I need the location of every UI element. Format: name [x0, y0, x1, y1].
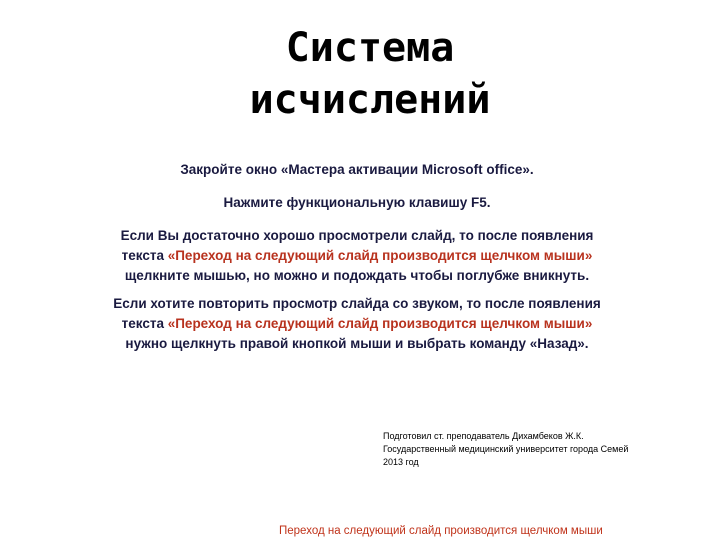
author-credits [383, 430, 628, 469]
slide-title [0, 22, 720, 126]
slide-title-line-2: исчислений [249, 77, 491, 123]
instruction-line: Если хотите повторить просмотр слайда со звуком, то после появления [113, 296, 601, 311]
quoted-next-slide-text: «Переход на следующий слайд производится щелчком мыши» [167, 316, 593, 331]
instruction-line: нужно щелкнуть правой кнопкой мыши и выбрать команду «Назад». [125, 336, 589, 351]
instruction-repeat-slide [0, 294, 714, 354]
instruction-text: Закройте окно «Мастера активации Microsoft office». [180, 162, 534, 177]
quoted-next-slide-text: «Переход на следующий слайд производится щелчком мыши» [167, 248, 593, 263]
author-line: Подготовил ст. преподаватель Дихамбеков Ж.К. [383, 431, 584, 441]
instruction-line: Если Вы достаточно хорошо просмотрели слайд, то после появления [120, 228, 594, 243]
instruction-line-prefix: текста [121, 248, 168, 263]
instruction-advance-slide [0, 226, 714, 286]
instruction-line-prefix: текста [121, 316, 168, 331]
instruction-press-f5 [0, 193, 714, 213]
next-slide-link[interactable]: Переход на следующий слайд производится щелчком мыши [279, 525, 603, 537]
instruction-line [0, 314, 714, 334]
instruction-close-wizard [0, 160, 714, 180]
instruction-text: Нажмите функциональную клавишу F5. [223, 195, 491, 210]
slide-title-line-1: Система [285, 25, 455, 71]
year-line: 2013 год [383, 457, 419, 467]
instruction-line: щелкните мышью, но можно и подождать чтобы поглубже вникнуть. [124, 268, 590, 283]
institution-line: Государственный медицинский университет города Семей [383, 444, 629, 454]
instruction-line [0, 246, 714, 266]
